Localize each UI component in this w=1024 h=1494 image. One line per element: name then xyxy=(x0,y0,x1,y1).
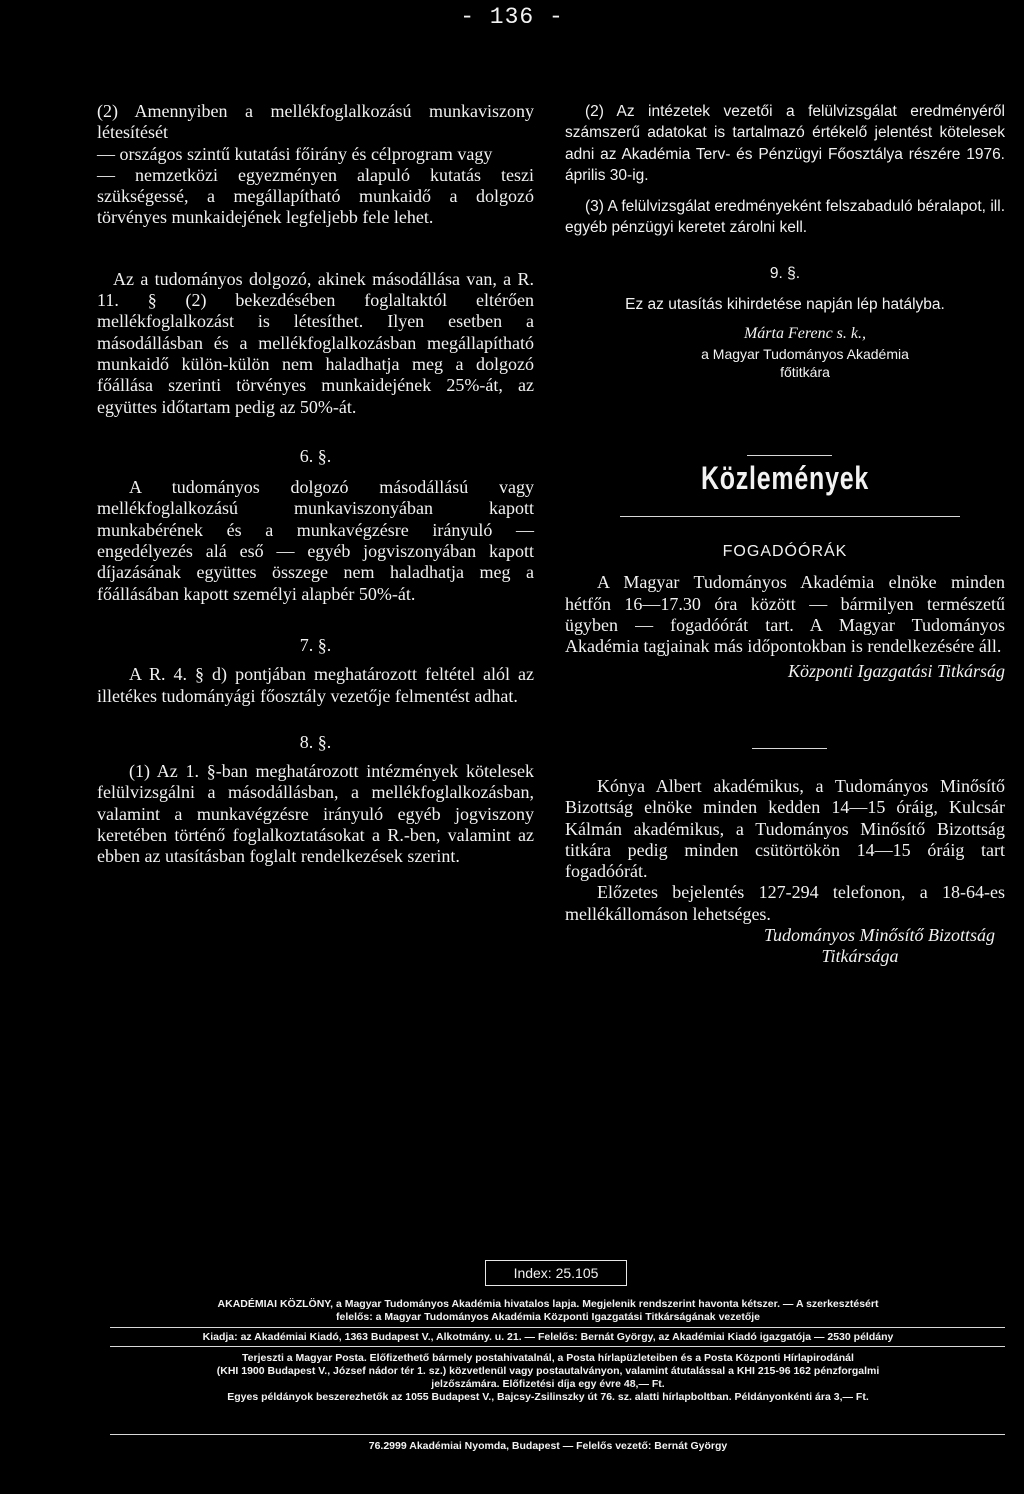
divider xyxy=(747,455,832,456)
colophon-line: AKADÉMIAI KÖZLÖNY, a Magyar Tudományos Akadémia hivatalos lapja. Megjelenik rendszerint havonta kétszer. — A szerkesztésért xyxy=(217,1298,879,1310)
index-box: Index: 25.105 xyxy=(485,1260,627,1286)
section-heading: 6. §. xyxy=(299,445,332,466)
signer-name: Márta Ferenc s. k., xyxy=(743,325,867,343)
divider xyxy=(110,1434,1005,1435)
paragraph: — országos szintű kutatási főirány és célprogram vagy xyxy=(97,143,493,164)
paragraph: A tudományos dolgozó másodállású vagy mellékfoglalkozású munkaviszonyában kapott munkabérének és a munkavégzésre irányuló — engedélyezés alá eső — egyéb jogviszonyában kapott díjazásának együttes összege nem haladhatja meg a főállásában kapott személyi alapbér 50%-át. xyxy=(97,477,534,604)
colophon xyxy=(88,1352,1008,1404)
page-number: - 136 - xyxy=(460,4,564,30)
colophon-line: Egyes példányok beszerezhetők az 1055 Budapest V., Bajcsy-Zsilinszky út 76. sz. alatti hírlapboltban. Példányonkénti ára 3,— Ft. xyxy=(227,1391,869,1403)
colophon xyxy=(88,1440,1008,1453)
colophon-line: (KHI 1900 Budapest V., József nádor tér 1. sz.) közvetlenül vagy postautalványon, valamint átutalással a KHI 215-96 162 pénzforgalmi xyxy=(216,1365,880,1377)
colophon xyxy=(88,1298,1008,1324)
signer-title: a Magyar Tudományos Akadémia xyxy=(701,345,909,362)
paragraph: A R. 4. § d) pontjában meghatározott feltétel alól az illetékes tudományági főosztály vezetője felmentést adhat. xyxy=(97,664,534,706)
subheading: FOGADÓÓRÁK xyxy=(722,543,848,560)
paragraph: Kónya Albert akadémikus, a Tudományos Minősítő Bizottság elnöke minden kedden 14—15 óráig, Kulcsár Kálmán akadémikus, a Tudományos Minősítő Bizottság titkára pedig minden csütörtökön 14—15 óráig tart fogadóórát. xyxy=(565,776,1005,882)
colophon-line: Kiadja: az Akadémiai Kiadó, 1363 Budapest V., Alkotmány. u. 21. — Felelős: Bernát György, az Akadémiai Kiadó igazgatója — 2530 példány xyxy=(202,1331,894,1343)
signature: Központi Igazgatási Titkárság xyxy=(787,661,1005,682)
announcements xyxy=(565,541,1005,683)
paragraph: (2) Az intézetek vezetői a felülvizsgálat eredményéről számszerű adatokat is tartalmazó értékelő jelentést kötelesek adni az Akadémia Terv- és Pénzügyi Főosztálya részére 1976. április 30-ig. xyxy=(565,103,1005,184)
left-column xyxy=(97,101,534,868)
divider xyxy=(110,1346,1005,1347)
signature: Titkársága xyxy=(821,946,899,967)
signer-title: főtitkára xyxy=(780,363,830,380)
colophon-line: jelzőszámára. Előfizetési díja egy évre 48,— Ft. xyxy=(431,1378,665,1390)
right-column xyxy=(565,101,1005,381)
section-heading: 9. §. xyxy=(769,264,801,282)
announcements xyxy=(565,776,1005,968)
section-heading: 8. §. xyxy=(299,731,332,752)
signature: Tudományos Minősítő Bizottság xyxy=(763,925,995,946)
paragraph: Előzetes bejelentés 127-294 telefonon, a 18-64-es mellékállomáson lehetséges. xyxy=(565,882,1005,924)
section-heading: 7. §. xyxy=(299,634,332,655)
paragraph: (3) A felülvizsgálat eredményeként felszabaduló béralapot, ill. egyéb pénzügyi keretet zárolni kell. xyxy=(565,198,1005,237)
colophon xyxy=(88,1331,1008,1344)
paragraph: — nemzetközi egyezményen alapuló kutatás teszi szükségessé, a megállapítható munkaidő a dolgozó törvényes munkaidejének legfeljebb fele lehet. xyxy=(97,164,534,228)
paragraph: Ez az utasítás kihirdetése napján lép hatályba. xyxy=(625,296,945,314)
section-title: Közlemények xyxy=(700,460,870,496)
paragraph: (2) Amennyiben a mellékfoglalkozású munkaviszony létesítését xyxy=(97,101,534,143)
paragraph: Az a tudományos dolgozó, akinek másodállása van, a R. 11. § (2) bekezdésében foglaltaktól eltérően mellékfoglalkozást is létesíthet. Ilyen esetben a másodállásban és a mellékfoglalkozásban megállapítható munkaidő külön-külön nem haladhatja meg a dolgozó főállása szerinti törvényes munkaidejének 25%-át, az együttes időtartam pedig az 50%-át. xyxy=(97,268,534,417)
divider xyxy=(752,748,827,749)
colophon-line: felelős: a Magyar Tudományos Akadémia Központi Igazgatási Titkárságának vezetője xyxy=(335,1311,760,1323)
divider xyxy=(110,1327,1005,1328)
paragraph: (1) Az 1. §-ban meghatározott intézmények kötelesek felülvizsgálni a másodállásban, a mellékfoglalkozásban, valamint a munkavégzésre irányuló egyéb jogviszony keretében történő foglalkoztatásokat a R.-ben, valamint az ebben az utasításban foglalt rendelkezések szerint. xyxy=(97,761,534,867)
colophon-line: Terjeszti a Magyar Posta. Előfizethető bármely postahivatalnál, a Posta hírlapüzleteiben és a Posta Központi Hírlapirodánál xyxy=(242,1352,854,1364)
divider xyxy=(620,516,960,517)
colophon-line: 76.2999 Akadémiai Nyomda, Budapest — Felelős vezető: Bernát György xyxy=(368,1440,728,1452)
paragraph: A Magyar Tudományos Akadémia elnöke minden hétfőn 16—17.30 óra között — bármilyen természetű ügyben — fogadóórát tart. A Magyar Tudományos Akadémia tagjainak más időpontokban is rendelkezésére áll. xyxy=(565,572,1005,657)
